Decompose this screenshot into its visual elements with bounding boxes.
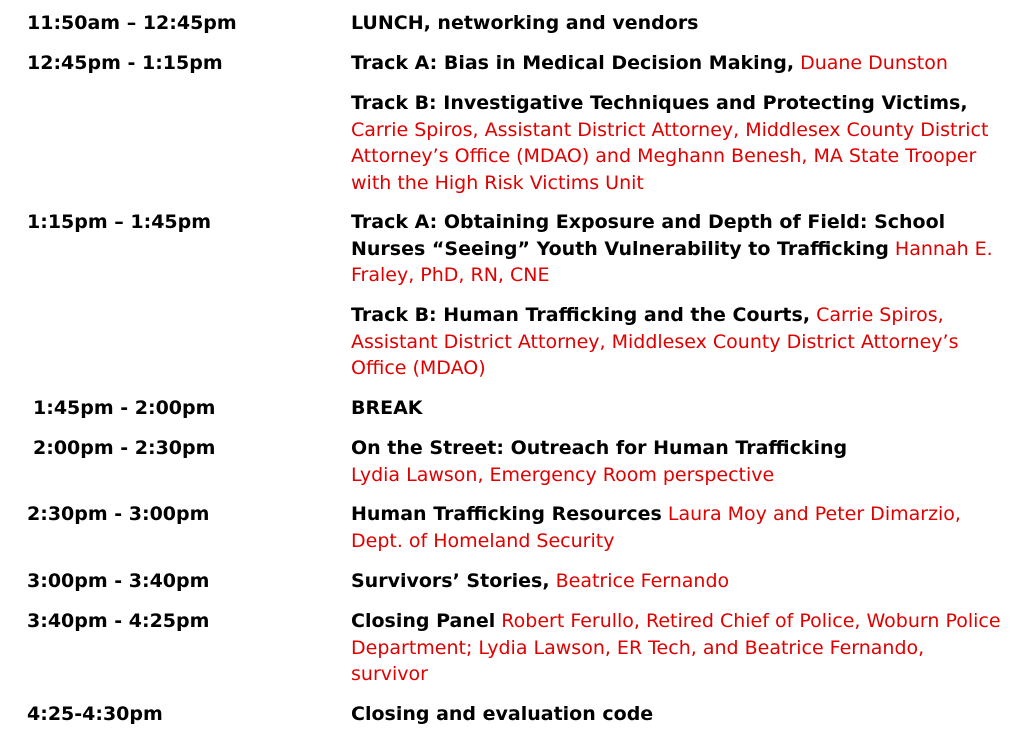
session-time: 3:00pm - 3:40pm — [27, 570, 210, 592]
session-time: 1:45pm - 2:00pm — [33, 397, 216, 419]
session-speaker: Robert Ferullo, Retired Chief of Police, Woburn Police Department; Lydia Lawson, ER Tech, and Beatrice Fernando, survivor — [351, 610, 1001, 685]
session-time: 2:30pm - 3:00pm — [27, 503, 210, 525]
session-speaker: Hannah E. Fraley, PhD, RN, CNE — [351, 237, 993, 286]
session-description — [351, 302, 1006, 382]
session-description — [351, 395, 1006, 422]
session-speaker: Beatrice Fernando — [555, 570, 730, 592]
session-time: 3:40pm - 4:25pm — [27, 610, 210, 632]
session-title: Survivors’ Stories, — [351, 570, 550, 592]
session-title: BREAK — [351, 397, 423, 419]
session-description — [351, 568, 1006, 595]
session-description — [351, 209, 1006, 289]
session-description — [351, 701, 1006, 728]
session-speaker: Laura Moy and Peter Dimarzio, Dept. of Homeland Security — [351, 503, 961, 552]
session-time: 4:25-4:30pm — [27, 703, 163, 725]
session-description — [351, 50, 1006, 77]
session-time: 1:15pm – 1:45pm — [27, 211, 212, 233]
session-speaker: Lydia Lawson, Emergency Room perspective — [351, 463, 775, 486]
session-title: LUNCH, networking and vendors — [351, 12, 699, 34]
session-title: Track B: Investigative Techniques and Protecting Victims, — [351, 92, 968, 114]
session-description — [351, 501, 1006, 554]
session-title: Track A: Obtaining Exposure and Depth of Field: School Nurses “Seeing” Youth Vulnerability to Trafficking — [351, 211, 946, 260]
session-speaker: Carrie Spiros, Assistant District Attorney, Middlesex County District Attorney’s Office (MDAO) and Meghann Benesh, MA State Trooper with the High Risk Victims Unit — [351, 118, 989, 194]
session-title: Track B: Human Trafficking and the Courts, — [351, 304, 811, 326]
session-time: 2:00pm - 2:30pm — [33, 437, 216, 459]
session-time: 11:50am – 12:45pm — [27, 12, 237, 34]
session-title: On the Street: Outreach for Human Trafficking — [351, 437, 848, 459]
session-title: Human Trafficking Resources — [351, 503, 662, 525]
session-description — [351, 435, 1006, 488]
session-title: Closing and evaluation code — [351, 703, 654, 725]
session-speaker: Duane Dunston — [800, 52, 948, 74]
session-time: 12:45pm - 1:15pm — [27, 52, 223, 74]
session-speaker: Carrie Spiros, Assistant District Attorney, Middlesex County District Attorney’s Office (MDAO) — [351, 304, 959, 379]
session-description — [351, 10, 1006, 37]
session-title: Track A: Bias in Medical Decision Making, — [351, 52, 795, 74]
session-title: Closing Panel — [351, 610, 496, 632]
session-description — [351, 608, 1006, 688]
session-description — [351, 90, 1006, 196]
